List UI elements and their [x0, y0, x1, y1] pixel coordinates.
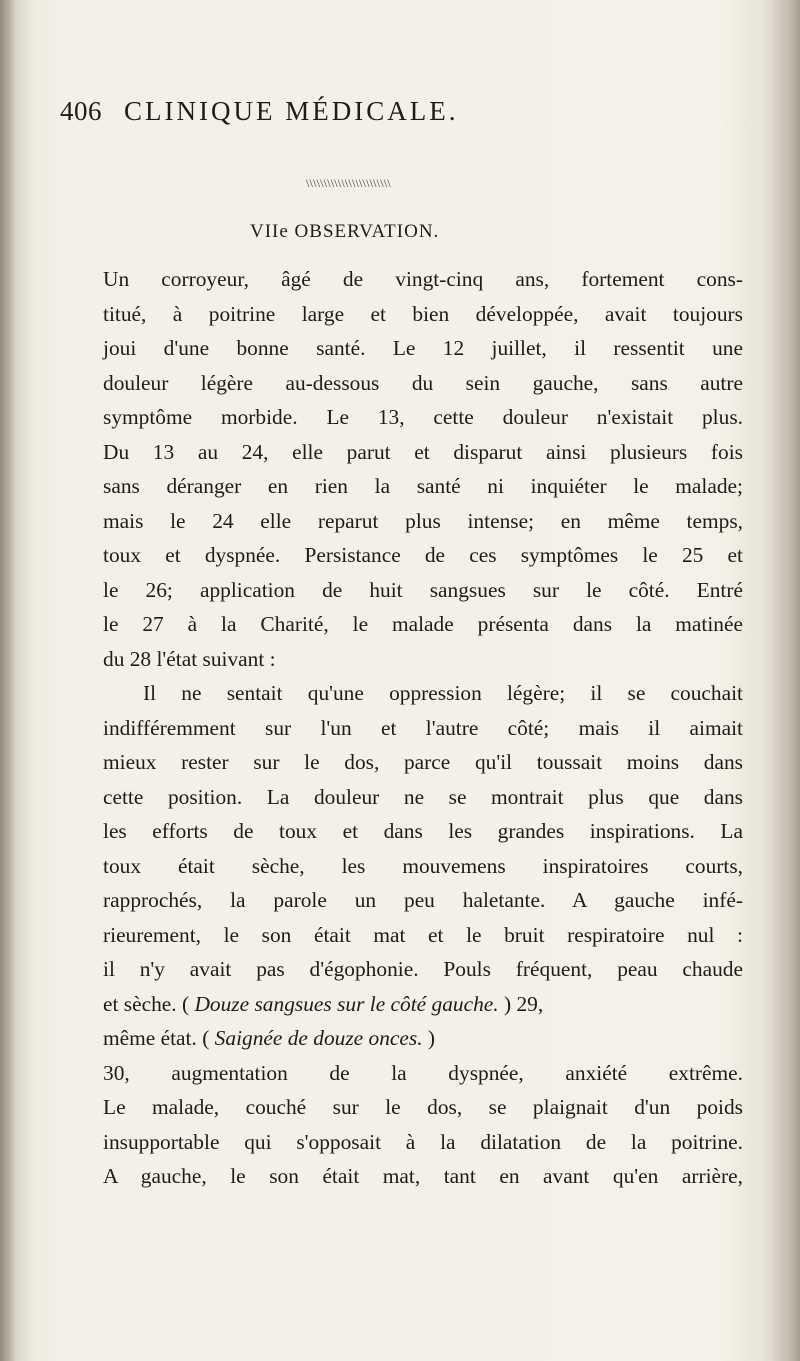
text-line: Du 13 au 24, elle parut et disparut ainsi plusieurs fois	[103, 439, 743, 464]
page-binding-shadow	[0, 0, 16, 1361]
text-fragment: et sèche.	[103, 991, 177, 1016]
text-line: mieux rester sur le dos, parce qu'il toussait moins dans	[103, 750, 743, 774]
text-line: mais le 24 elle reparut plus intense; en même temps,	[103, 508, 743, 533]
running-title: CLINIQUE MÉDICALE.	[124, 96, 459, 126]
text-line: A gauche, le son était mat, tant en avant qu'en arrière,	[103, 1164, 743, 1188]
text-line: Un corroyeur, âgé de vingt-cinq ans, fortement cons-	[103, 267, 743, 291]
text-line: toux et dyspnée. Persistance de ces symptômes le 25 et	[103, 543, 743, 567]
text-line: et sèche. ( Douze sangsues sur le côté gauche. ) 29,	[103, 991, 544, 1016]
text-fragment: même état.	[103, 1026, 197, 1050]
text-line: le 27 à la Charité, le malade présenta dans la matinée	[103, 612, 743, 636]
section-heading: VIIe OBSERVATION.	[250, 221, 440, 242]
ornament-divider: \\\\\\\\\\\\\\\\\\\\\\\\	[306, 178, 391, 188]
page-edge-shadow	[772, 0, 800, 1361]
text-line: indifféremment sur l'un et l'autre côté; mais il aimait	[103, 715, 743, 740]
text-line: cette position. La douleur ne se montrait plus que dans	[103, 784, 743, 809]
body-text	[103, 262, 743, 1194]
page-number: 406	[60, 96, 102, 126]
date-fragment: 29,	[516, 991, 544, 1016]
text-line: titué, à poitrine large et bien développée, avait toujours	[103, 301, 743, 326]
italic-prescription: Douze sangsues sur le côté gauche.	[194, 991, 499, 1016]
text-line: sans déranger en rien la santé ni inquiéter le malade;	[103, 474, 743, 498]
text-line: symptôme morbide. Le 13, cette douleur n'existait plus.	[103, 405, 743, 429]
text-line: Il ne sentait qu'une oppression légère; il se couchait	[143, 681, 743, 705]
text-line: toux était sèche, les mouvemens inspiratoires courts,	[103, 853, 743, 878]
text-line: rapprochés, la parole un peu haletante. A gauche infé-	[103, 888, 743, 912]
text-line: même état. ( Saignée de douze onces. )	[103, 1026, 436, 1050]
text-line: rieurement, le son était mat et le bruit respiratoire nul :	[103, 922, 743, 947]
text-line: Le malade, couché sur le dos, se plaignait d'un poids	[103, 1095, 743, 1119]
page-header	[60, 96, 720, 136]
text-line: il n'y avait pas d'égophonie. Pouls fréquent, peau chaude	[103, 957, 743, 981]
italic-prescription: Saignée de douze onces.	[214, 1026, 423, 1050]
text-line: du 28 l'état suivant :	[103, 646, 276, 671]
text-line: le 26; application de huit sangsues sur le côté. Entré	[103, 577, 743, 602]
text-line: douleur légère au-dessous du sein gauche, sans autre	[103, 370, 743, 395]
text-line: joui d'une bonne santé. Le 12 juillet, il ressentit une	[103, 336, 743, 360]
text-line: insupportable qui s'opposait à la dilatation de la poitrine.	[103, 1129, 743, 1154]
text-line: 30, augmentation de la dyspnée, anxiété extrême.	[103, 1060, 743, 1085]
text-line: les efforts de toux et dans les grandes inspirations. La	[103, 819, 743, 843]
